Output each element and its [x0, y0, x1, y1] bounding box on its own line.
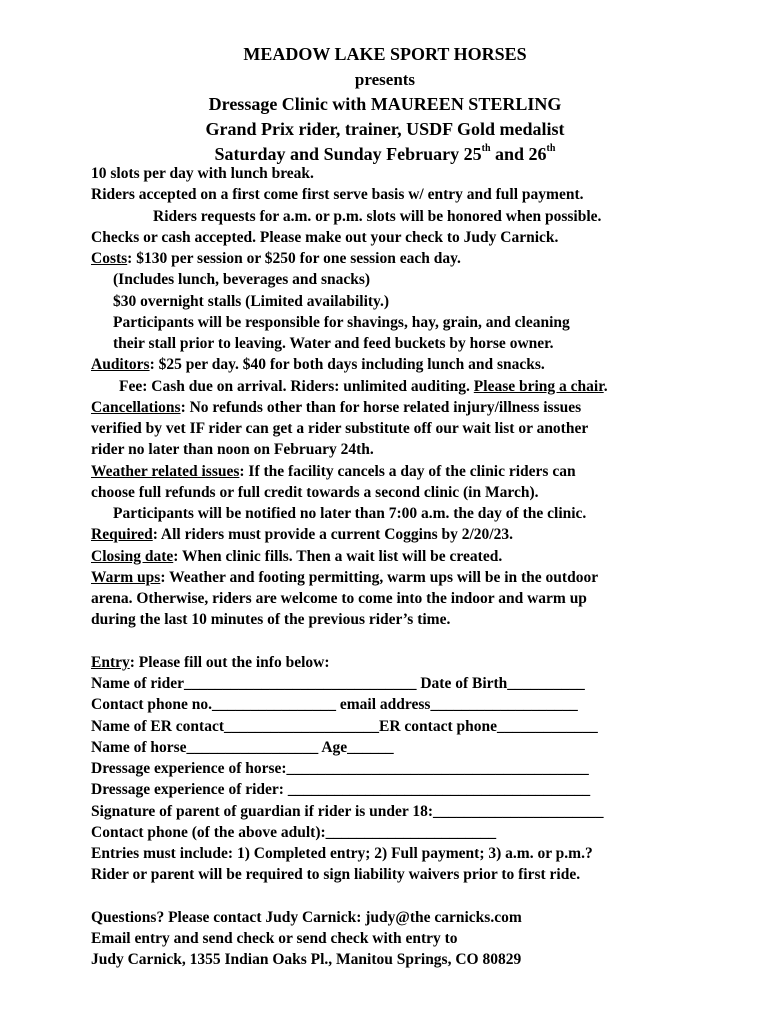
required-text: : All riders must provide a current Coggins by 2/20/23.	[152, 526, 513, 544]
auditors-fee-text: Fee: Cash due on arrival. Riders: unlimited auditing.	[119, 377, 474, 395]
warmups-text-3: during the last 10 minutes of the previous rider’s time.	[91, 611, 451, 629]
adult-phone-field: Contact phone (of the above adult):______________________	[91, 823, 497, 841]
costs-includes: (Includes lunch, beverages and snacks)	[113, 271, 371, 289]
closing-date-text: : When clinic fills. Then a wait list will be created.	[173, 547, 503, 565]
contact-phone-field: Contact phone no.________________ email address___________________	[91, 696, 578, 714]
spacer	[91, 631, 761, 652]
cancellations-text-3: rider no later than noon on February 24th.	[91, 441, 374, 459]
required-line	[91, 524, 761, 545]
waiver-note: Rider or parent will be required to sign liability waivers prior to first ride.	[91, 866, 581, 884]
costs-label: Costs	[91, 250, 128, 267]
flyer-header	[0, 42, 770, 167]
requests-line: Riders requests for a.m. or p.m. slots will be honored when possible.	[153, 207, 602, 225]
entry-label: Entry	[91, 653, 130, 671]
cancellations-text-2: verified by vet IF rider can get a rider substitute off our wait list or another	[91, 420, 589, 437]
warmups-line	[91, 567, 761, 588]
cancellations-label: Cancellations	[91, 398, 181, 416]
flyer-body	[91, 163, 761, 971]
date-middle: and 26	[490, 144, 547, 164]
auditors-text: : $25 per day. $40 for both days including lunch and snacks.	[149, 356, 545, 374]
bring-chair-note: Please bring a chair	[473, 377, 604, 395]
auditors-fee-line	[91, 376, 761, 397]
rider-experience-field: Dressage experience of rider: _______________________________________	[91, 781, 591, 799]
slots-line: 10 slots per day with lunch break.	[91, 165, 314, 182]
warmups-label: Warm ups	[91, 568, 161, 586]
weather-label: Weather related issues	[91, 462, 240, 480]
costs-text: : $130 per session or $250 for one session each day.	[127, 250, 461, 267]
closing-date-label: Closing date	[91, 547, 174, 565]
spacer	[91, 886, 761, 907]
costs-stalls: $30 overnight stalls (Limited availability.)	[113, 292, 389, 310]
er-contact-field: Name of ER contact____________________ER contact phone_____________	[91, 717, 598, 735]
date-suffix-2: th	[546, 143, 556, 154]
costs-participants-1: Participants will be responsible for shavings, hay, grain, and cleaning	[113, 313, 570, 331]
date-prefix: Saturday and Sunday February 25	[214, 144, 482, 164]
payment-line: Checks or cash accepted. Please make out your check to Judy Carnick.	[91, 228, 559, 246]
weather-text-2: choose full refunds or full credit towards a second clinic (in March).	[91, 483, 539, 501]
auditors-line	[91, 354, 761, 375]
auditors-label: Auditors	[91, 356, 150, 374]
mailing-address: Judy Carnick, 1355 Indian Oaks Pl., Manitou Springs, CO 80829	[91, 951, 522, 969]
horse-name-field: Name of horse_________________ Age______	[91, 738, 394, 756]
entry-requirements: Entries must include: 1) Completed entry; 2) Full payment; 3) a.m. or p.m.?	[91, 845, 593, 862]
weather-text-1: : If the facility cancels a day of the clinic riders can	[239, 462, 576, 480]
costs-line	[91, 248, 761, 269]
bring-chair-period: .	[603, 377, 608, 395]
required-label: Required	[91, 526, 153, 544]
acceptance-line: Riders accepted on a first come first serve basis w/ entry and full payment.	[91, 186, 584, 204]
weather-line	[91, 461, 761, 482]
date-suffix-1: th	[481, 143, 491, 154]
cancellations-line	[91, 397, 761, 418]
email-entry-line: Email entry and send check or send check with entry to	[91, 930, 458, 947]
organizer-name: MEADOW LAKE SPORT HORSES	[243, 44, 527, 64]
guardian-signature-field: Signature of parent of guardian if rider is under 18:______________________	[91, 802, 604, 820]
warmups-text-1: : Weather and footing permitting, warm ups will be in the outdoor	[160, 568, 599, 586]
closing-date-line	[91, 546, 761, 567]
warmups-text-2: arena. Otherwise, riders are welcome to come into the indoor and warm up	[91, 590, 587, 607]
costs-participants-2: their stall prior to leaving. Water and feed buckets by horse owner.	[113, 335, 554, 352]
entry-text: : Please fill out the info below:	[129, 653, 330, 671]
rider-name-field: Name of rider______________________________ Date of Birth__________	[91, 675, 585, 692]
presents-line: presents	[354, 70, 416, 89]
clinician-credentials: Grand Prix rider, trainer, USDF Gold medalist	[205, 119, 565, 139]
weather-text-3: Participants will be notified no later than 7:00 a.m. the day of the clinic.	[113, 505, 587, 522]
entry-heading	[91, 652, 761, 673]
questions-line: Questions? Please contact Judy Carnick: judy@the carnicks.com	[91, 908, 522, 926]
cancellations-text-1: : No refunds other than for horse related injury/illness issues	[180, 398, 582, 416]
clinic-title: Dressage Clinic with MAUREEN STERLING	[208, 94, 562, 114]
horse-experience-field: Dressage experience of horse:_______________________________________	[91, 760, 589, 777]
